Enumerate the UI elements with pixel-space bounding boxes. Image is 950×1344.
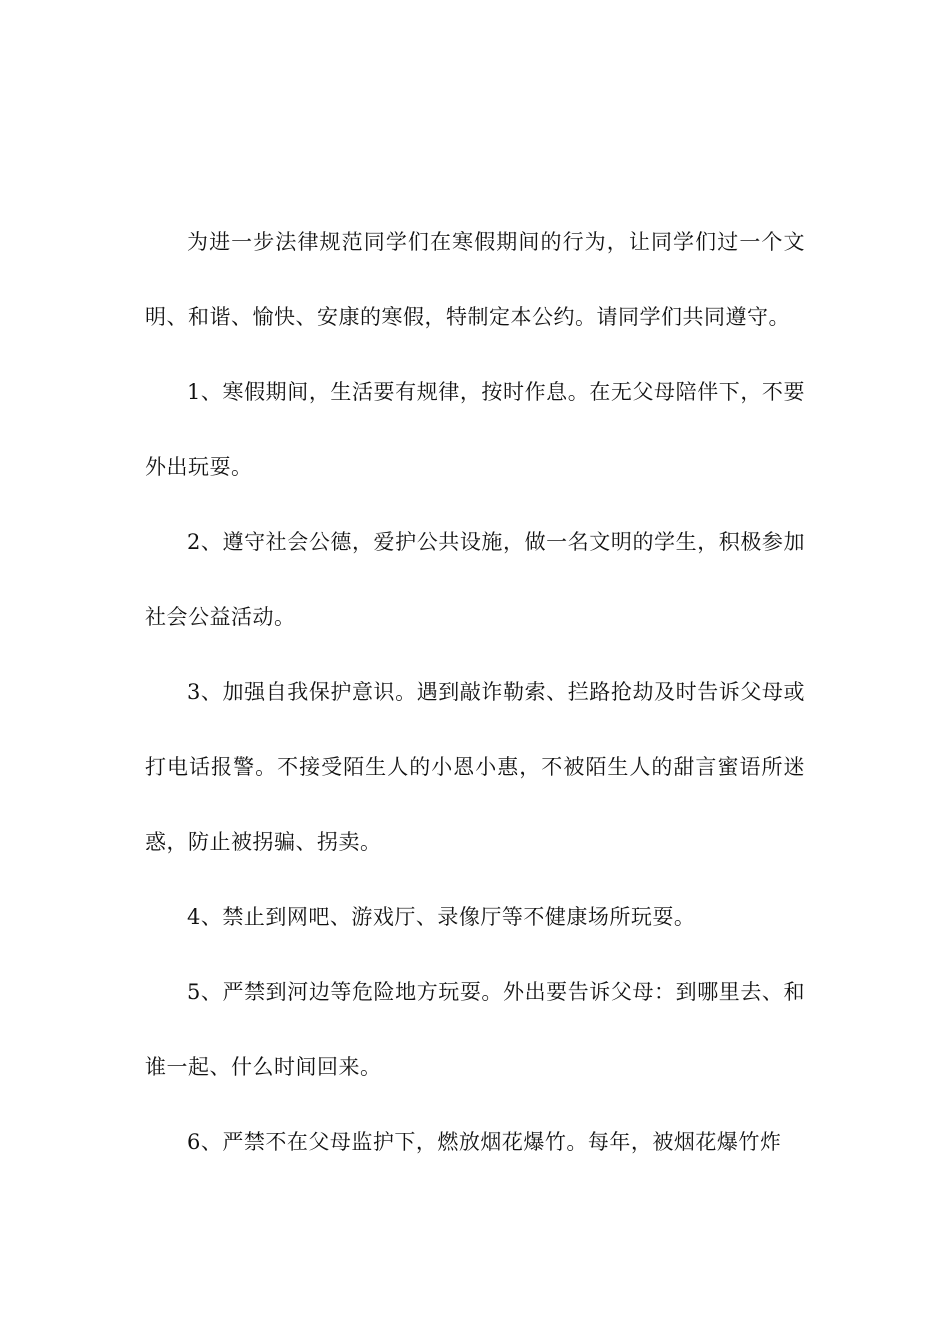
rule-4-paragraph: 4、禁止到网吧、游戏厅、录像厅等不健康场所玩耍。 [187, 905, 696, 929]
rule-6-paragraph: 6、严禁不在父母监护下，燃放烟花爆竹。每年，被烟花爆竹炸 [187, 1130, 782, 1154]
document-body [145, 205, 805, 1180]
rule-1-paragraph: 1、寒假期间，生活要有规律，按时作息。在无父母陪伴下，不要外出玩耍。 [145, 380, 805, 479]
rule-2-paragraph: 2、遵守社会公德，爱护公共设施，做一名文明的学生，积极参加社会公益活动。 [145, 530, 805, 629]
rule-5-paragraph: 5、严禁到河边等危险地方玩耍。外出要告诉父母：到哪里去、和谁一起、什么时间回来。 [145, 980, 805, 1079]
intro-paragraph: 为进一步法律规范同学们在寒假期间的行为，让同学们过一个文明、和谐、愉快、安康的寒假，特制定本公约。请同学们共同遵守。 [145, 230, 805, 329]
rule-3-paragraph: 3、加强自我保护意识。遇到敲诈勒索、拦路抢劫及时告诉父母或打电话报警。不接受陌生人的小恩小惠，不被陌生人的甜言蜜语所迷惑，防止被拐骗、拐卖。 [145, 680, 805, 854]
